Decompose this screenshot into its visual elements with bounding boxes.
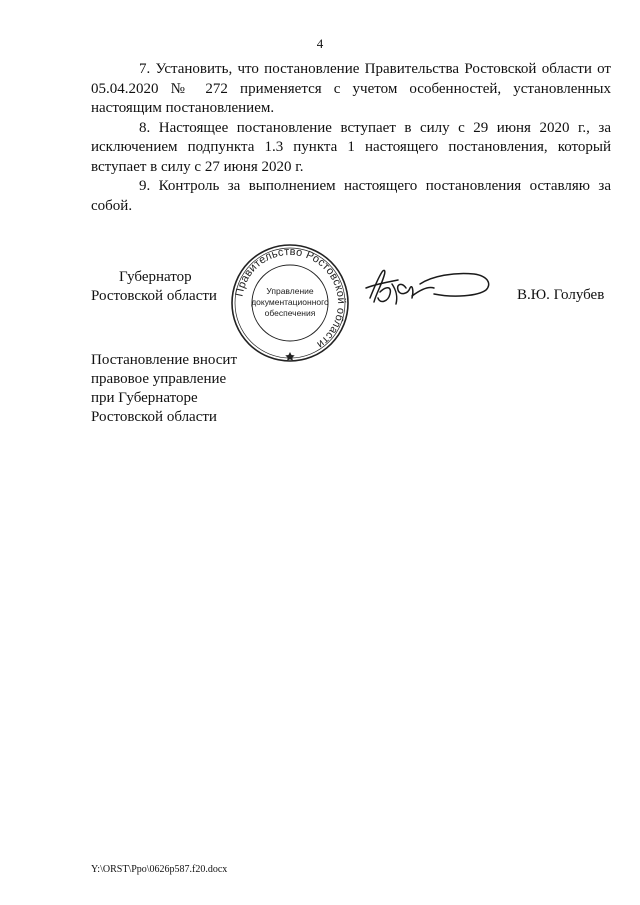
- submitted-by-line4: Ростовской области: [91, 409, 217, 425]
- governor-name: В.Ю. Голубев: [517, 287, 605, 303]
- seal-inner-line2: документационного: [251, 297, 329, 307]
- submitted-by-line1: Постановление вносит: [91, 352, 238, 368]
- page-number: 4: [316, 36, 324, 51]
- submitted-by-note: [91, 351, 237, 427]
- document-body: [91, 60, 611, 216]
- handwritten-signature-icon: [362, 258, 497, 314]
- paragraph-7: 7. Установить, что постановление Правительства Ростовской области от 05.04.2020 № 272 применяется с учетом особенностей, установленных настоящим постановлением.: [91, 61, 611, 116]
- seal-inner-line3: обеспечения: [264, 308, 316, 318]
- paragraph-9: 9. Контроль за выполнением настоящего постановления оставляю за собой.: [91, 178, 611, 214]
- governor-position-line2: Ростовской области: [91, 288, 217, 304]
- file-path: Y:\ORST\Ppo\0626p587.f20.docx: [91, 864, 228, 875]
- submitted-by-line3: при Губернаторе: [91, 390, 198, 406]
- governor-title: [91, 268, 217, 306]
- official-seal-icon: [226, 242, 354, 364]
- governor-position-line1: Губернатор: [119, 269, 192, 285]
- submitted-by-line2: правовое управление: [91, 371, 227, 387]
- seal-inner-line1: Управление: [266, 286, 314, 296]
- paragraph-8: 8. Настоящее постановление вступает в силу с 29 июня 2020 г., за исключением подпункта 1.3 пункта 1 настоящего постановления, который вступает в силу с 27 июня 2020 г.: [91, 119, 611, 175]
- seal-outer-text: Правительство Ростовской области: [233, 245, 348, 351]
